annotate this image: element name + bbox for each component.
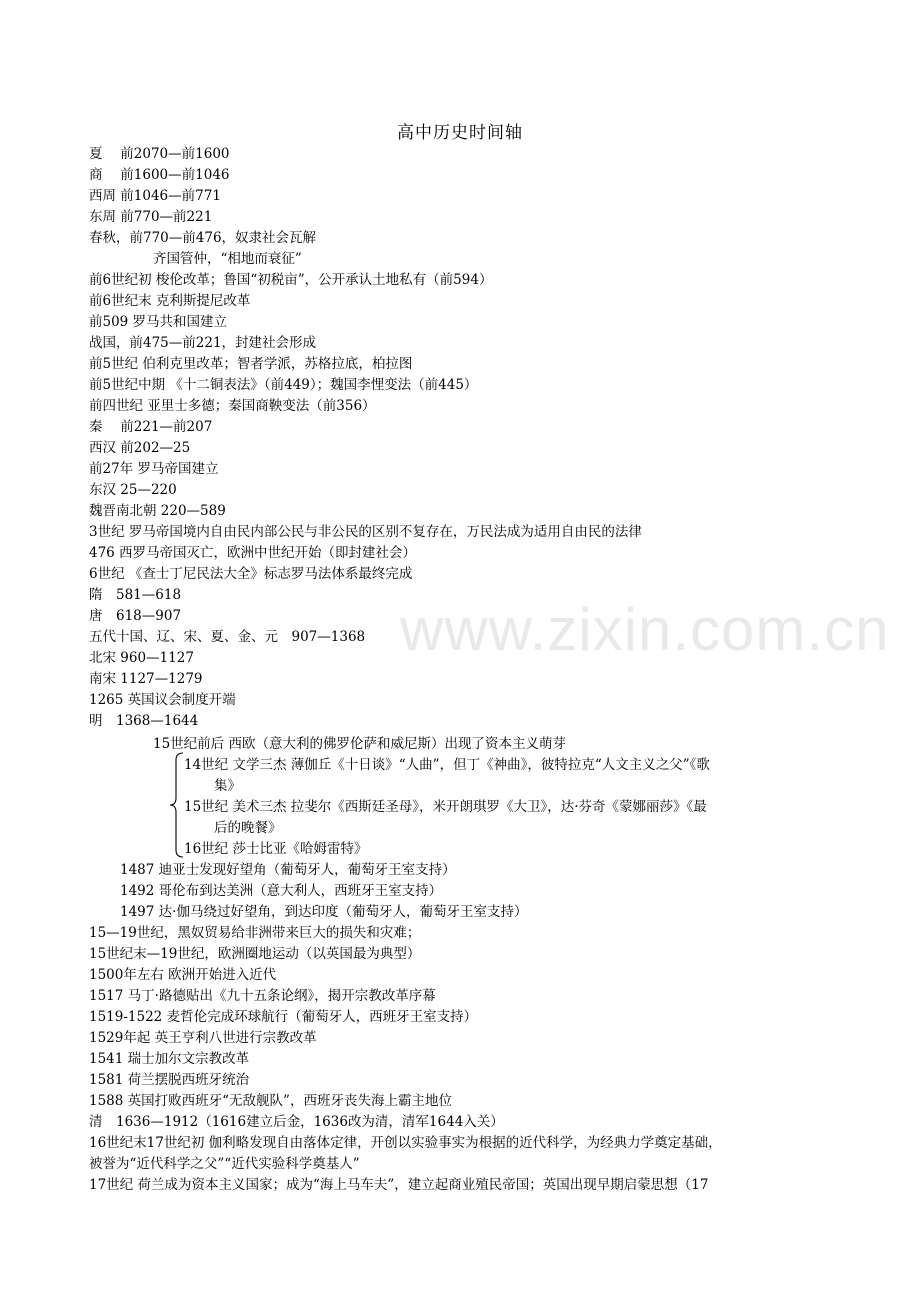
timeline-line: 1500年左右 欧洲开始进入近代 (89, 967, 277, 983)
timeline-line: 前四世纪 亚里士多德；秦国商鞅变法（前356） (89, 398, 376, 414)
timeline-line: 明 1368—1644 (89, 713, 199, 729)
timeline-line: 16世纪末17世纪初 伽利略发现自由落体定律，开创以实验事实为根据的近代科学，为经典力学奠定基础， (89, 1135, 722, 1151)
timeline-line: 前509 罗马共和国建立 (89, 314, 228, 330)
timeline-line: 齐国管仲，“相地而衰征” (153, 251, 302, 267)
timeline-line: 1492 哥伦布到达美洲（意大利人，西班牙王室支持） (120, 883, 443, 899)
timeline-line: 清 1636—1912（1616建立后金，1636改为清，清军1644入关） (89, 1114, 504, 1130)
timeline-line: 夏 前2070—前1600 (89, 146, 230, 162)
timeline-line: 前5世纪 伯利克里改革；智者学派，苏格拉底，柏拉图 (89, 356, 413, 372)
timeline-line: 商 前1600—前1046 (89, 167, 230, 183)
timeline-line: 东汉 25—220 (89, 482, 177, 498)
timeline-line: 魏晋南北朝 220—589 (89, 503, 226, 519)
timeline-line: 前6世纪初 梭伦改革；鲁国“初税亩”，公开承认土地私有（前594） (89, 272, 493, 288)
timeline-line: 476 西罗马帝国灭亡，欧洲中世纪开始（即封建社会） (89, 545, 417, 561)
timeline-line: 15世纪前后 西欧（意大利的佛罗伦萨和威尼斯）出现了资本主义萌芽 (153, 736, 566, 752)
timeline-line: 南宋 1127—1279 (89, 671, 203, 687)
timeline-line: 15世纪 美术三杰 拉斐尔《西斯廷圣母》，米开朗琪罗《大卫》，达·芬奇《蒙娜丽莎》《最 (184, 799, 707, 815)
brace-icon (168, 752, 184, 858)
timeline-line: 西周 前1046—前771 (89, 188, 221, 204)
timeline-line: 前5世纪中期 《十二铜表法》（前449）；魏国李悝变法（前445） (89, 377, 478, 393)
timeline-line: 1529年起 英王亨利八世进行宗教改革 (89, 1030, 317, 1046)
timeline-line: 战国，前475—前221，封建社会形成 (89, 335, 317, 351)
timeline-line: 隋 581—618 (89, 587, 182, 603)
timeline-line: 1519-1522 麦哲伦完成环球航行（葡萄牙人，西班牙王室支持） (89, 1009, 478, 1025)
timeline-line: 15世纪末—19世纪，欧洲圈地运动（以英国最为典型） (89, 946, 421, 962)
timeline-line: 集》 (214, 778, 241, 794)
timeline-line: 前27年 罗马帝国建立 (89, 461, 219, 477)
watermark: www.zixin.com.cn (400, 596, 890, 663)
timeline-line: 被誉为“近代科学之父”“近代实验科学奠基人” (89, 1156, 360, 1172)
timeline-line: 春秋，前770—前476，奴隶社会瓦解 (89, 230, 317, 246)
timeline-line: 1581 荷兰摆脱西班牙统治 (89, 1072, 250, 1088)
timeline-line: 1541 瑞士加尔文宗教改革 (89, 1051, 250, 1067)
page-title: 高中历史时间轴 (397, 123, 523, 143)
timeline-line: 1497 达·伽马绕过好望角，到达印度（葡萄牙人，葡萄牙王室支持） (120, 904, 528, 920)
timeline-line: 17世纪 荷兰成为资本主义国家；成为“海上马车夫”，建立起商业殖民帝国；英国出现早期启蒙思想（17 (89, 1177, 709, 1193)
timeline-line: 后的晚餐》 (214, 820, 282, 836)
timeline-line: 前6世纪末 克利斯提尼改革 (89, 293, 251, 309)
timeline-line: 6世纪 《查士丁尼民法大全》标志罗马法体系最终完成 (89, 566, 413, 582)
timeline-line: 14世纪 文学三杰 薄伽丘《十日谈》“人曲”，但丁《神曲》，彼特拉克“人文主义之父”《歌 (184, 757, 710, 773)
timeline-line: 唐 618—907 (89, 608, 182, 624)
timeline-line: 16世纪 莎士比亚《哈姆雷特》 (184, 841, 368, 857)
timeline-line: 1487 迪亚士发现好望角（葡萄牙人，葡萄牙王室支持） (120, 862, 456, 878)
timeline-line: 15—19世纪，黑奴贸易给非洲带来巨大的损失和灾难； (89, 925, 421, 941)
timeline-line: 1517 马丁·路德贴出《九十五条论纲》，揭开宗教改革序幕 (89, 988, 436, 1004)
timeline-line: 1265 英国议会制度开端 (89, 692, 236, 708)
timeline-line: 秦 前221—前207 (89, 419, 213, 435)
timeline-line: 西汉 前202—25 (89, 440, 191, 456)
timeline-line: 五代十国、辽、宋、夏、金、元 907—1368 (89, 629, 366, 645)
timeline-line: 1588 英国打败西班牙“无敌舰队”，西班牙丧失海上霸主地位 (89, 1093, 452, 1109)
timeline-line: 东周 前770—前221 (89, 209, 213, 225)
timeline-line: 3世纪 罗马帝国境内自由民内部公民与非公民的区别不复存在，万民法成为适用自由民的法律 (89, 524, 642, 540)
timeline-line: 北宋 960—1127 (89, 650, 194, 666)
